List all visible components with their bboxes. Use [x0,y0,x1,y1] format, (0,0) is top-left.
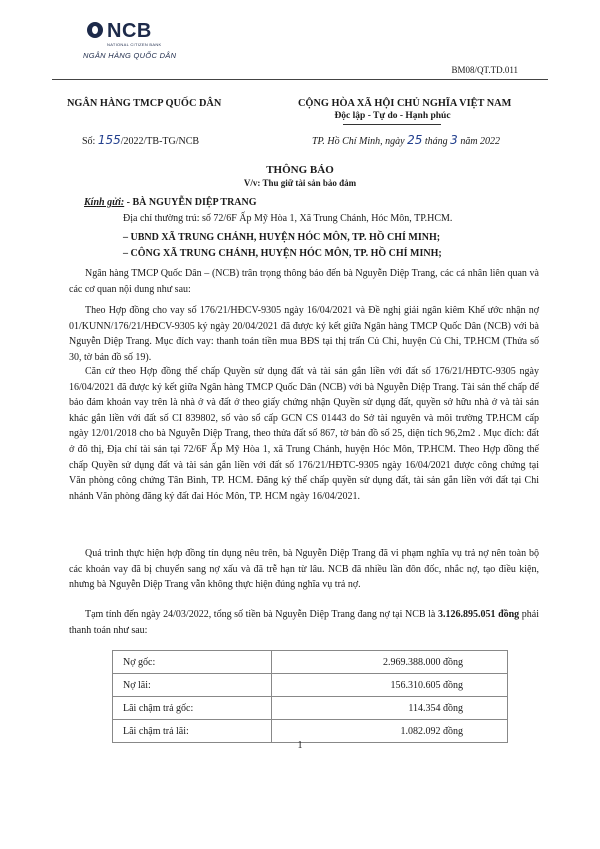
paragraph-intro: Ngân hàng TMCP Quốc Dân – (NCB) trân trọng thông báo đến bà Nguyễn Diệp Trang, các cá nhân liên quan và các cơ quan nội dung như sau: [69,268,539,295]
page-number: 1 [297,740,303,751]
date-suffix: năm 2022 [457,136,501,147]
date-prefix: TP. Hồ Chí Minh, ngày [312,136,408,147]
national-motto: Độc lập - Tự do - Hạnh phúc [334,111,451,121]
table-row [113,674,508,697]
recipient-primary [84,197,257,208]
debt-label: Nợ gốc: [113,651,272,674]
recipient-other: – UBND XÃ TRUNG CHÁNH, HUYỆN HÓC MÔN, TP. HỒ CHÍ MINH; [123,232,441,243]
number-prefix: Số: [82,136,98,147]
date-day: 25 [407,133,423,147]
recipient-dash: - [124,197,133,208]
document-date [312,133,500,147]
paragraph-violation: Quá trình thực hiện hợp đồng tín dụng nêu trên, bà Nguyễn Diệp Trang đã vi phạm nghĩa vụ trả nợ nên toàn bộ các khoản vay đã bị chuyển sang nợ xấu và đã trễ hạn từ lâu. NCB đã nhiều lần đôn đốc, nhắc nợ, tạo điều kiện, nhưng bà Nguyễn Diệp Trang vẫn không thực hiện đúng nghĩa vụ trả nợ. [69,548,539,591]
debt-value: 2.969.388.000 đồng [272,651,508,674]
header-divider [52,79,548,80]
debt-table [112,650,508,743]
total-outro: phải thanh toán như sau: [69,609,539,636]
debt-value: 156.310.605 đồng [272,674,508,697]
total-amount: 3.126.895.051 đồng [437,609,520,620]
logo-subtitle: NATIONAL CITIZEN BANK [107,42,162,47]
total-intro: Tạm tính đến ngày 24/03/2022, tổng số tiền bà Nguyễn Diệp Trang đang nợ tại NCB là [85,609,438,620]
paragraph-total [69,607,539,638]
bank-name: NGÂN HÀNG TMCP QUỐC DÂN [67,98,222,109]
form-code: BM08/QT.TD.011 [451,65,518,75]
paragraph-loan: Theo Hợp đồng cho vay số 176/21/HĐCV-9305 ngày 16/04/2021 và Đề nghị giải ngân kiêm Khế ước nhận nợ 01/KUNN/176/21/HĐCV-9305 ký ngày 20/04/2021 đã được ký kết giữa Ngân hàng TMCP Quốc Dân (NCB) với bà Nguyễn Diệp Trang. Mục đích vay: thanh toán tiền mua BĐS tại thị trấn Củ Chi, huyện Củ Chi, TP.HCM (Thửa số 30, tờ bản đồ số 19). [69,305,539,363]
national-title: CỘNG HÒA XÃ HỘI CHỦ NGHĨA VIỆT NAM [298,98,512,109]
recipient-other: – CÔNG XÃ TRUNG CHÁNH, HUYỆN HÓC MÔN, TP. HỒ CHÍ MINH; [123,248,442,259]
ncb-logo-icon [87,22,103,38]
recipient-label: Kính gửi: [84,197,125,208]
debt-label: Lãi chậm trả gốc: [113,697,272,720]
motto-underline [343,124,441,125]
debt-label: Lãi chậm trả lãi: [113,720,272,743]
number-handwritten: 155 [97,133,121,147]
debt-value: 114.354 đồng [272,697,508,720]
paragraph-collateral: Căn cứ theo Hợp đồng thế chấp Quyền sử dụng đất và tài sản gắn liền với đất số 176/21/HĐTC-9305 ngày 16/04/2021 đã được ký kết giữa Ngân hàng TMCP Quốc Dân (NCB) với bà Nguyễn Diệp Trang. Tài sản thế chấp để bảo đảm khoản vay trên là nhà ở và đất ở theo giấy chứng nhận Quyền sử dụng đất, quyền sở hữu nhà ở và tài sản khác gắn liền với đất số CI 839802, số vào sổ cấp GCN CS 01443 do Sở tài nguyên và môi trường TP.HCM cấp ngày 12/01/2018 cho bà Nguyễn Diệp Trang, theo thửa đất số 867, tờ bản đồ số 25, diện tích 96,2m2 . Mục đích: đất ở đô thị, Địa chỉ tài sản tại 72/6F Ấp Mỹ Hòa 1, xã Trung Chánh, huyện Hóc Môn, TP.HCM. Theo Hợp đồng thế chấp Quyền sử dụng đất và tài sản gắn liền với đất số 176/21/HĐTC-9305 ngày 16/04/2021 được công chứng tại Văn phòng công chứng Tân Bình, TP. HCM. Đăng ký thế chấp quyền sử dụng đất, tài sản gắn liền với đất tại Chi nhánh Văn phòng đăng ký đất đai Hóc Môn, TP. HCM ngày 16/04/2021. [69,366,539,502]
debt-label: Nợ lãi: [113,674,272,697]
document-number [82,133,199,147]
recipient-name: BÀ NGUYỄN DIỆP TRANG [132,197,257,208]
table-row [113,697,508,720]
logo-name: NCB [107,20,152,42]
date-month: 3 [450,133,458,147]
logo-vn-name: NGÂN HÀNG QUỐC DÂN [83,51,177,60]
document-subject: V/v: Thu giữ tài sản bảo đảm [243,178,357,188]
table-row [113,651,508,674]
recipient-address: Địa chỉ thường trú: số 72/6F Ấp Mỹ Hòa 1, Xã Trung Chánh, Hóc Môn, TP.HCM. [123,213,453,224]
document-title: THÔNG BÁO [266,164,334,176]
date-mid: tháng [422,136,451,147]
number-suffix: /2022/TB-TG/NCB [120,136,200,147]
debt-value: 1.082.092 đồng [272,720,508,743]
